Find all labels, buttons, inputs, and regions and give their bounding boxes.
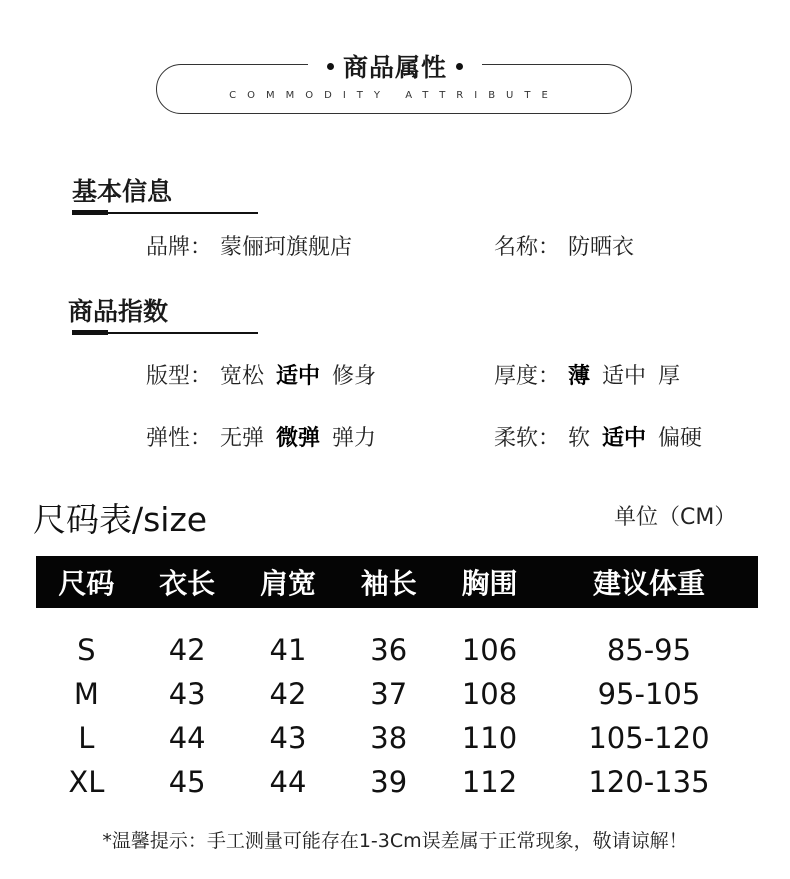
header-sleeve: 袖长 [338, 556, 439, 608]
basic-info-title: 基本信息 [72, 177, 173, 206]
name-label: 名称： [494, 235, 561, 260]
cell-chest: 108 [461, 677, 518, 711]
option-item: 偏硬 [658, 426, 703, 451]
size-table [36, 556, 758, 804]
thickness-options [568, 364, 692, 389]
cell-chest: 106 [461, 633, 518, 667]
cell-length: 42 [168, 633, 206, 667]
size-table-header-row [36, 556, 758, 608]
cell-size: L [78, 721, 95, 755]
brand-row [146, 230, 352, 261]
table-row [36, 760, 758, 804]
cell-sleeve: 36 [370, 633, 408, 667]
basic-info-underline-accent [72, 210, 108, 215]
fit-label: 版型： [146, 364, 213, 389]
cell-size: S [77, 633, 96, 667]
header-title-wrap [308, 46, 482, 86]
header-dot-right [456, 63, 463, 70]
unit-label: 单位（CM） [614, 505, 737, 530]
cell-shoulder: 44 [269, 765, 307, 799]
name-value: 防晒衣 [568, 235, 635, 260]
cell-shoulder: 42 [269, 677, 307, 711]
softness-options [568, 426, 714, 451]
cell-sleeve: 37 [370, 677, 408, 711]
size-table-title: 尺码表/size [33, 500, 208, 539]
option-item: 厚 [658, 364, 681, 389]
cell-length: 45 [168, 765, 206, 799]
brand-label: 品牌： [146, 235, 213, 260]
option-item: 弹力 [332, 426, 377, 451]
fit-options [220, 364, 388, 389]
product-index-underline-accent [72, 330, 108, 335]
table-row [36, 716, 758, 760]
header-size: 尺码 [36, 556, 137, 608]
elasticity-label: 弹性： [146, 426, 213, 451]
elasticity-options [220, 426, 388, 451]
header-shoulder: 肩宽 [238, 556, 339, 608]
header-length: 衣长 [137, 556, 238, 608]
cell-weight: 120-135 [588, 765, 710, 799]
product-index-title: 商品指数 [68, 297, 169, 326]
brand-value: 蒙俪珂旗舰店 [220, 235, 353, 260]
cell-chest: 112 [461, 765, 518, 799]
option-item: 宽松 [220, 364, 265, 389]
cell-sleeve: 38 [370, 721, 408, 755]
option-item: 适中 [276, 364, 321, 389]
header-dot-left [327, 63, 334, 70]
cell-shoulder: 41 [269, 633, 307, 667]
cell-weight: 85-95 [606, 633, 692, 667]
cell-length: 44 [168, 721, 206, 755]
cell-weight: 95-105 [597, 677, 701, 711]
header-subtitle: COMMODITY ATTRIBUTE [229, 90, 559, 101]
cell-chest: 110 [461, 721, 518, 755]
option-item: 修身 [332, 364, 377, 389]
footnote: *温馨提示：手工测量可能存在1-3Cm误差属于正常现象，敬请谅解！ [102, 830, 688, 852]
table-row [36, 672, 758, 716]
cell-shoulder: 43 [269, 721, 307, 755]
header-chest: 胸围 [439, 556, 540, 608]
header-weight: 建议体重 [540, 556, 758, 608]
name-row [494, 230, 634, 261]
softness-label: 柔软： [494, 426, 561, 451]
fit-row [146, 359, 388, 390]
option-item: 无弹 [220, 426, 265, 451]
softness-row [494, 421, 714, 452]
thickness-label: 厚度： [494, 364, 561, 389]
option-item: 适中 [602, 426, 647, 451]
header-title: 商品属性 [342, 53, 447, 82]
cell-weight: 105-120 [588, 721, 710, 755]
option-item: 软 [568, 426, 591, 451]
option-item: 适中 [602, 364, 647, 389]
elasticity-row [146, 421, 388, 452]
cell-length: 43 [168, 677, 206, 711]
cell-size: XL [68, 765, 105, 799]
cell-sleeve: 39 [370, 765, 408, 799]
option-item: 薄 [568, 364, 591, 389]
table-row [36, 608, 758, 672]
option-item: 微弹 [276, 426, 321, 451]
thickness-row [494, 359, 692, 390]
cell-size: M [73, 677, 99, 711]
